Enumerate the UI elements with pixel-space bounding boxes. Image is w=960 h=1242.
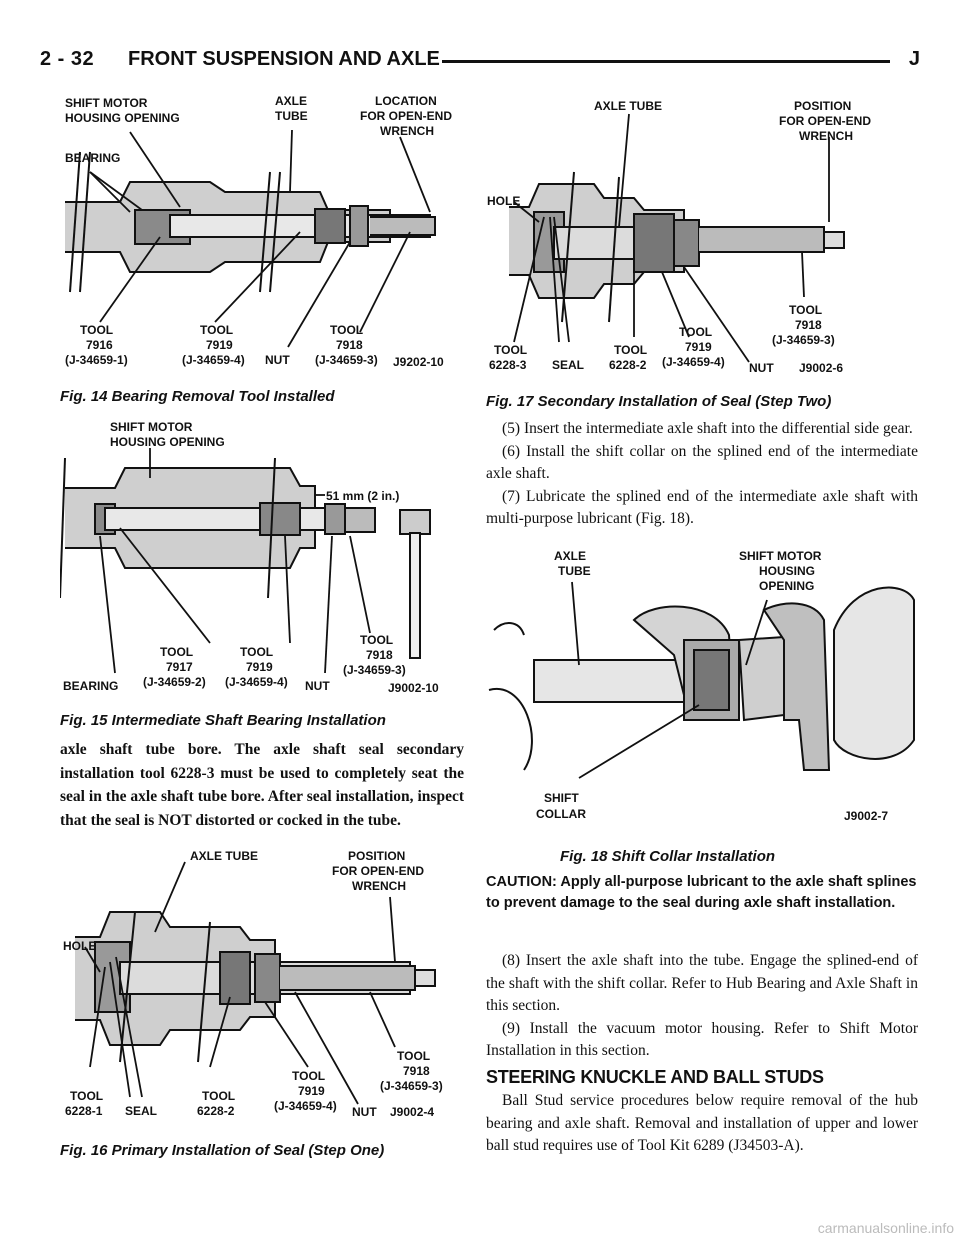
fig15-label-bearing: BEARING: [63, 679, 119, 693]
fig14-label-tool7919-2: 7919: [206, 338, 233, 352]
section-body-text: Ball Stud service procedures below require removal of the hub bearing and axle shaft. Removal and installation of upper and lower ball stud requires use of Tool Kit 6289 (J34503-A).: [486, 1092, 918, 1154]
fig17-label-tool7918-2: 7918: [795, 318, 822, 332]
fig18-code: J9002-7: [844, 809, 889, 823]
fig17-label-hole: HOLE: [487, 194, 521, 208]
fig16-label-seal: SEAL: [125, 1104, 158, 1118]
fig14-label-tool7918-3: (J-34659-3): [315, 353, 378, 367]
fig17-code: J9002-6: [799, 361, 844, 375]
fig16-label-tool6228-1-b: 6228-1: [65, 1104, 103, 1118]
steps-8-9: [486, 950, 918, 1063]
fig17-label-axle-tube: AXLE TUBE: [594, 99, 663, 113]
step-6: (6) Install the shift collar on the splined end of the intermediate axle shaft.: [486, 442, 918, 482]
caution-note: CAUTION: Apply all-purpose lubricant to the axle shaft splines to prevent damage to the seal during axle shaft installation.: [486, 874, 917, 911]
fig14-label-location-2: FOR OPEN-END: [360, 109, 453, 123]
fig18-label-shift-motor-1: SHIFT MOTOR: [739, 549, 822, 563]
fig17-caption: Fig. 17 Secondary Installation of Seal (Step Two): [486, 393, 832, 410]
fig14-label-tool7918-1: TOOL: [330, 323, 364, 337]
fig16-label-axle-tube: AXLE TUBE: [190, 849, 259, 863]
step-8: (8) Insert the axle shaft into the tube. Engage the splined-end of the shaft with the shift collar. Refer to Hub Bearing and Axle Shaft in this section.: [486, 952, 918, 1014]
page-title: FRONT SUSPENSION AND AXLE: [128, 48, 440, 70]
fig15-label-tool7919-1: TOOL: [240, 645, 274, 659]
header-code: J: [908, 48, 920, 70]
fig17-illustration: [484, 92, 884, 387]
fig14-label-location-1: LOCATION: [375, 94, 437, 108]
fig15-label-nut: NUT: [305, 679, 330, 693]
fig17-label-tool7919-3: (J-34659-4): [662, 355, 725, 369]
page-header: [40, 40, 920, 80]
fig16-label-tool7919-2: 7919: [298, 1084, 325, 1098]
fig14-label-bearing: BEARING: [65, 151, 121, 165]
fig17-label-tool7918-1: TOOL: [789, 303, 823, 317]
fig15-label-tool7918-1: TOOL: [360, 633, 394, 647]
fig17-label-tool6228-2-a: TOOL: [614, 343, 648, 357]
fig14-label-tool7916-3: (J-34659-1): [65, 353, 128, 367]
fig15-code: J9002-10: [388, 681, 439, 695]
page-number: 2 - 32: [40, 48, 95, 70]
fig16-label-tool7918-1: TOOL: [397, 1049, 431, 1063]
fig17-label-tool7919-2: 7919: [685, 340, 712, 354]
figure-18: [484, 540, 916, 840]
fig14-label-nut: NUT: [265, 353, 290, 367]
fig18-label-shift: SHIFT: [544, 791, 579, 805]
fig15-label-tool7919-3: (J-34659-4): [225, 675, 288, 689]
fig16-label-tool6228-2-a: TOOL: [202, 1089, 236, 1103]
fig14-label-tube: TUBE: [275, 109, 308, 123]
fig16-label-tool6228-1-a: TOOL: [70, 1089, 104, 1103]
fig18-caption: Fig. 18 Shift Collar Installation: [560, 848, 776, 865]
fig16-label-tool7919-1: TOOL: [292, 1069, 326, 1083]
fig15-label-tool7917-1: TOOL: [160, 645, 194, 659]
fig14-label-axle: AXLE: [275, 94, 308, 108]
header-rule: [442, 60, 890, 63]
fig15-label-shift-motor-1: SHIFT MOTOR: [110, 420, 193, 434]
fig17-label-tool6228-2-b: 6228-2: [609, 358, 647, 372]
fig16-label-nut: NUT: [352, 1105, 377, 1119]
figure-17: [484, 92, 884, 387]
fig18-label-shift-motor-3: OPENING: [759, 579, 815, 593]
fig16-label-tool7918-3: (J-34659-3): [380, 1079, 443, 1093]
fig18-illustration: [484, 540, 916, 840]
figure-15: [60, 418, 460, 703]
fig14-label-tool7919-3: (J-34659-4): [182, 353, 245, 367]
fig17-label-tool6228-3-a: TOOL: [494, 343, 528, 357]
seal-install-text: axle shaft tube bore. The axle shaft seal secondary installation tool 6228-3 must be used to completely seat the seal in the axle shaft tube bore. After seal installation, inspect that the seal is NOT distorted or cocked in the tube.: [60, 741, 464, 829]
fig17-label-tool7919-1: TOOL: [679, 325, 713, 339]
fig16-label-tool6228-2-b: 6228-2: [197, 1104, 235, 1118]
steps-5-7: [486, 418, 918, 531]
fig14-label-shift-motor-2: HOUSING OPENING: [65, 111, 180, 125]
figure-14: [60, 92, 460, 387]
fig17-label-tool7918-3: (J-34659-3): [772, 333, 835, 347]
step-7: (7) Lubricate the splined end of the intermediate axle shaft with multi-purpose lubricant (Fig. 18).: [486, 487, 918, 527]
fig14-label-tool7919-1: TOOL: [200, 323, 234, 337]
fig16-label-position-2: FOR OPEN-END: [332, 864, 425, 878]
fig14-caption: Fig. 14 Bearing Removal Tool Installed: [60, 388, 335, 405]
fig16-label-tool7918-2: 7918: [403, 1064, 430, 1078]
fig16-label-position-3: WRENCH: [352, 879, 406, 893]
fig17-label-position-1: POSITION: [794, 99, 852, 113]
fig14-label-tool7916-1: TOOL: [80, 323, 114, 337]
fig16-caption: Fig. 16 Primary Installation of Seal (Step One): [60, 1142, 385, 1159]
fig18-label-axle: AXLE: [554, 549, 587, 563]
fig17-label-position-3: WRENCH: [799, 129, 853, 143]
fig15-label-tool7918-3: (J-34659-3): [343, 663, 406, 677]
fig17-label-seal: SEAL: [552, 358, 585, 372]
fig17-label-tool6228-3-b: 6228-3: [489, 358, 527, 372]
step-9: (9) Install the vacuum motor housing. Refer to Shift Motor Installation in this section.: [486, 1019, 918, 1059]
fig14-label-tool7918-2: 7918: [336, 338, 363, 352]
fig15-label-tool7917-3: (J-34659-2): [143, 675, 206, 689]
figure-16: [60, 842, 460, 1132]
fig15-label-tool7917-2: 7917: [166, 660, 193, 674]
fig14-code: J9202-10: [393, 355, 444, 369]
fig15-label-shift-motor-2: HOUSING OPENING: [110, 435, 225, 449]
step-5: (5) Insert the intermediate axle shaft into the differential side gear.: [502, 420, 913, 437]
fig16-label-tool7919-3: (J-34659-4): [274, 1099, 337, 1113]
fig16-label-hole: HOLE: [63, 939, 97, 953]
fig18-label-tube: TUBE: [558, 564, 591, 578]
fig14-label-location-3: WRENCH: [380, 124, 434, 138]
fig18-label-collar: COLLAR: [536, 807, 586, 821]
section-heading: STEERING KNUCKLE AND BALL STUDS: [486, 1067, 824, 1087]
fig18-label-shift-motor-2: HOUSING: [759, 564, 816, 578]
fig15-caption: Fig. 15 Intermediate Shaft Bearing Installation: [60, 712, 386, 729]
fig15-label-dimension: 51 mm (2 in.): [326, 489, 400, 503]
fig14-label-shift-motor-1: SHIFT MOTOR: [65, 96, 148, 110]
fig16-label-position-1: POSITION: [348, 849, 406, 863]
fig14-label-tool7916-2: 7916: [86, 338, 113, 352]
fig16-code: J9002-4: [390, 1105, 435, 1119]
fig15-illustration: [60, 418, 460, 703]
watermark: carmanualsonline.info: [817, 1220, 954, 1236]
fig15-label-tool7918-2: 7918: [366, 648, 393, 662]
section-body: [486, 1090, 918, 1158]
fig17-label-position-2: FOR OPEN-END: [779, 114, 872, 128]
fig14-illustration: [60, 92, 460, 387]
fig15-label-tool7919-2: 7919: [246, 660, 273, 674]
fig16-illustration: [60, 842, 460, 1132]
fig17-label-nut: NUT: [749, 361, 774, 375]
